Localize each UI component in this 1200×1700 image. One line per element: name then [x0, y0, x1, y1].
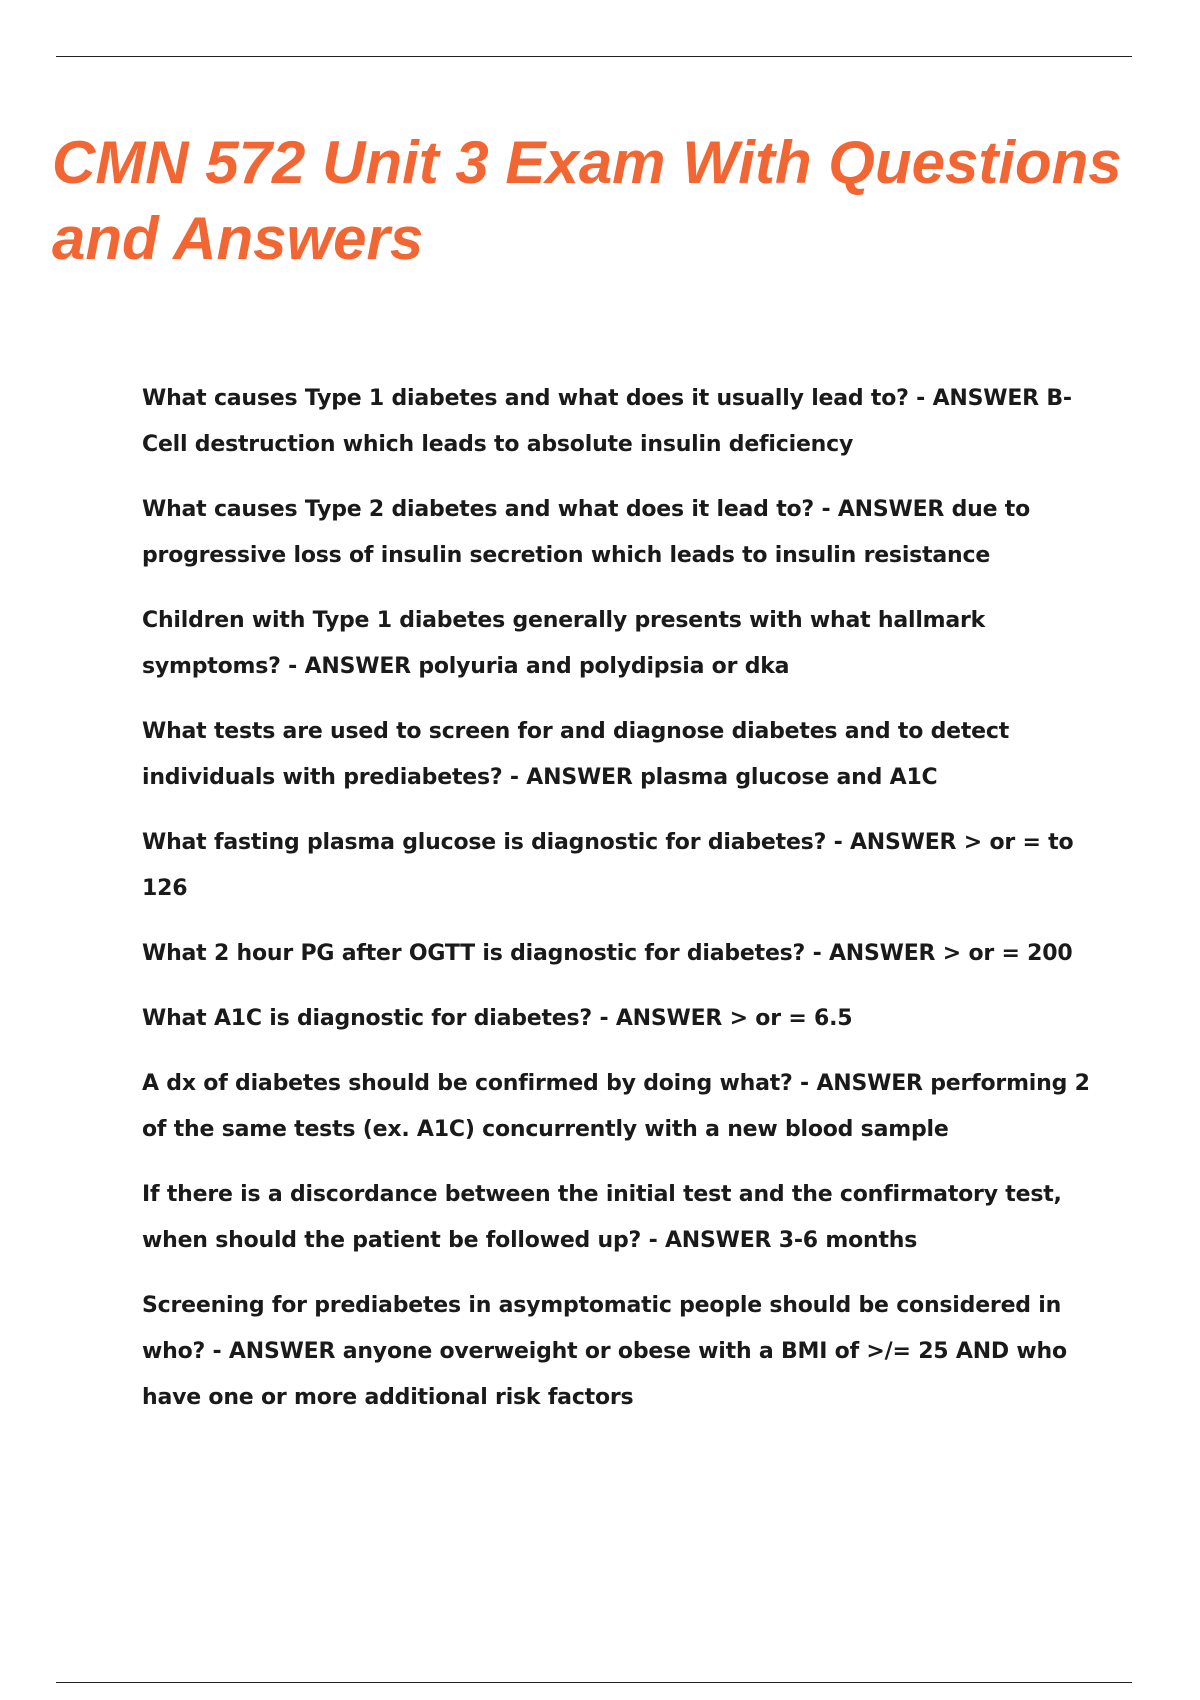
qa-item: A dx of diabetes should be confirmed by doing what? - ANSWER performing 2 of the same tests (ex. A1C) concurrently with a new blood sample — [142, 1071, 1090, 1142]
qa-item: What tests are used to screen for and diagnose diabetes and to detect individuals with prediabetes? - ANSWER plasma glucose and A1C — [142, 719, 1010, 790]
qa-item: Screening for prediabetes in asymptomatic people should be considered in who? - ANSWER anyone overweight or obese with a BMI of >/= 25 AND who have one or more additional risk factors — [142, 1293, 1067, 1410]
qa-item: Children with Type 1 diabetes generally presents with what hallmark symptoms? - ANSWER polyuria and polydipsia or dka — [142, 608, 986, 679]
qa-item: What 2 hour PG after OGTT is diagnostic for diabetes? - ANSWER > or = 200 — [142, 941, 1073, 966]
qa-list — [142, 376, 1090, 1440]
document-title: CMN 572 Unit 3 Exam With Questions and Answers — [52, 129, 1122, 272]
qa-item: What causes Type 1 diabetes and what does it usually lead to? - ANSWER B-Cell destruction which leads to absolute insulin deficiency — [142, 386, 1072, 457]
top-rule — [56, 56, 1132, 57]
qa-item: If there is a discordance between the initial test and the confirmatory test, when should the patient be followed up? - ANSWER 3-6 months — [142, 1182, 1062, 1253]
qa-item: What A1C is diagnostic for diabetes? - ANSWER > or = 6.5 — [142, 1006, 853, 1031]
qa-item: What causes Type 2 diabetes and what does it lead to? - ANSWER due to progressive loss of insulin secretion which leads to insulin resistance — [142, 497, 1031, 568]
qa-item: What fasting plasma glucose is diagnostic for diabetes? - ANSWER > or = to 126 — [142, 830, 1074, 901]
bottom-rule — [56, 1682, 1132, 1683]
